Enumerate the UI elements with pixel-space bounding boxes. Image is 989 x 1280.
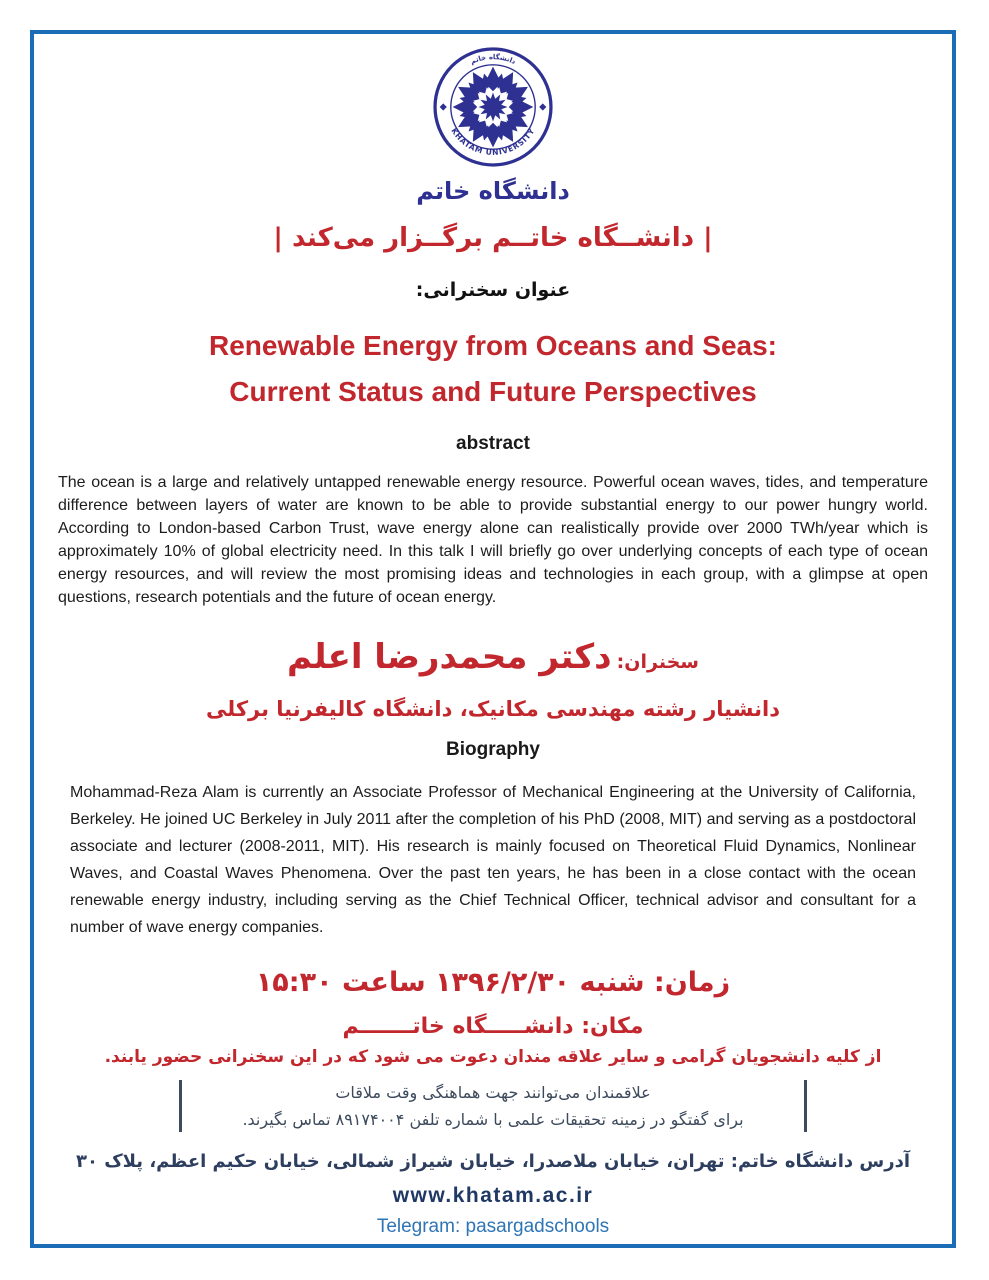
divider-bar-right: [804, 1080, 807, 1132]
seal-text-persian: دانشگاه خاتم: [469, 53, 517, 66]
meeting-note-text: [182, 1079, 804, 1133]
event-location: مکان: دانشـــــگاه خاتـــــــم: [342, 1014, 644, 1039]
biography-heading: Biography: [446, 739, 540, 760]
svg-text:دانشگاه خاتم: [469, 52, 517, 66]
speaker-affiliation: دانشیار رشته مهندسی مکانیک، دانشگاه کالیفرنیا برکلی: [206, 697, 780, 721]
speaker-line: [34, 637, 952, 677]
seal-text-english: KHATAM UNIVERSITY: [449, 126, 537, 158]
event-banner: | دانشــگاه خاتــم برگــزار می‌کند |: [273, 223, 713, 253]
biography-text: Mohammad-Reza Alam is currently an Associate Professor of Mechanical Engineering at the University of California, Berkeley. He joined UC Berkeley in July 2011 after the completion of his PhD (2008, MIT) and serving as a postdoctoral associate and lecturer (2008-2011, MIT). His research is mainly focused on Theoretical Fluid Dynamics, Nonlinear Waves, and Coastal Waves Phenomena. Over the past ten years, he has been in a close contact with the ocean renewable energy industry, including serving as the Chief Technical Officer, technical advisor and consultant for a number of wave energy companies.: [70, 784, 916, 936]
meeting-note-block: [179, 1079, 807, 1133]
lecture-title-line1: Renewable Energy from Oceans and Seas:: [209, 330, 777, 361]
lecture-title: [34, 323, 952, 415]
flyer-content: [34, 34, 952, 1244]
meeting-note-line1: علاقمندان می‌توانند جهت هماهنگی وقت ملاقات: [335, 1083, 651, 1102]
abstract-text: The ocean is a large and relatively untapped renewable energy resource. Powerful ocean waves, tides, and temperature difference between layers of water are known to be able to provide substantial energy to our power hungry world. According to London-based Carbon Trust, wave energy alone can realistically provide over 2000 TWh/year which is approximately 10% of global electricity need. In this talk I will briefly go over underlying concepts of each type of ocean energy resources, and will review the most promising ideas and technologies in each group, with a glimpse at open questions, research potentials and the future of ocean energy.: [58, 474, 928, 606]
khatam-university-seal-icon: [430, 44, 556, 170]
lecture-title-line2: Current Status and Future Perspectives: [229, 376, 757, 407]
university-wordmark: دانشگاه خاتم: [416, 177, 570, 205]
address-line: آدرس دانشگاه خاتم: تهران، خیابان ملاصدرا، خیابان شیراز شمالی، خیابان حکیم اعظم، پلاک ۳۰: [75, 1151, 911, 1172]
meeting-note-line2: برای گفتگو در زمینه تحقیقات علمی با شماره تلفن ۸۹۱۷۴۰۰۴ تماس بگیرند.: [242, 1110, 744, 1129]
website-url: www.khatam.ac.ir: [392, 1184, 594, 1207]
speaker-label: سخنران:: [616, 651, 699, 673]
event-time: زمان: شنبه ۱۳۹۶/۲/۳۰ ساعت ۱۵:۳۰: [255, 967, 731, 998]
abstract-heading: abstract: [456, 433, 530, 454]
telegram-handle: Telegram: pasargadschools: [376, 1216, 610, 1237]
speaker-name: دکتر محمدرضا اعلم: [287, 637, 612, 677]
lecture-title-label: عنوان سخنرانی:: [415, 279, 571, 301]
logo-block: [34, 44, 952, 205]
invitation-line: از کلیه دانشجویان گرامی و سایر علاقه مندان دعوت می شود که در این سخنرانی حضور یابند.: [104, 1047, 882, 1067]
